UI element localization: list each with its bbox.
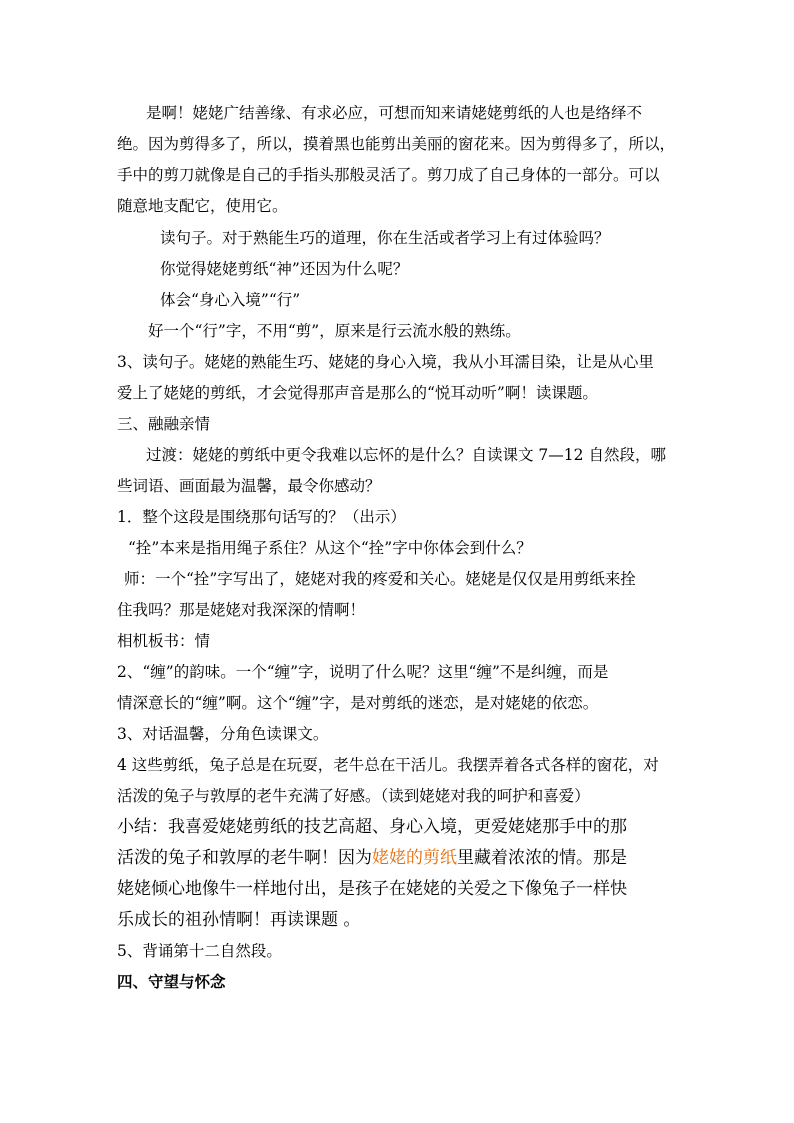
summary-line: 乐成长的祖孙情啊！再读课题 。 bbox=[117, 910, 361, 930]
step-line: 3、读句子。姥姥的熟能生巧、姥姥的身心入境，我从小耳濡目染，让是从心里 bbox=[117, 353, 654, 371]
question-line: 你觉得姥姥剪纸“神”还因为什么呢？ bbox=[160, 260, 409, 278]
board-note: 相机板书：情 bbox=[117, 632, 211, 650]
summary-text: 活泼的兔子和敦厚的老牛啊！因为 bbox=[117, 848, 372, 868]
paragraph-line: 好一个“行”字，不用“剪”，原来是行云流水般的熟练。 bbox=[148, 322, 521, 340]
summary-line: 小结：我喜爱姥姥剪纸的技艺高超、身心入境，更爱姥姥那手中的那 bbox=[117, 817, 627, 837]
paragraph-line: 些词语、画面最为温馨，最令你感动？ bbox=[117, 477, 381, 495]
summary-text: 里藏着浓浓的情。那是 bbox=[457, 848, 627, 868]
section-heading: 四、守望与怀念 bbox=[117, 972, 226, 991]
paragraph-line: 住我吗？那是姥姥对我深深的情啊！ bbox=[117, 601, 366, 619]
step-line: 5、背诵第十二自然段。 bbox=[117, 942, 282, 960]
paragraph-line: 随意地支配它，使用它。 bbox=[117, 197, 288, 215]
paragraph-line: “拴”本来是指用绳子系住？从这个“拴”字中你体会到什么？ bbox=[128, 539, 532, 557]
paragraph-line: 过渡：姥姥的剪纸中更令我难以忘怀的是什么？自读课文 7—12 自然段，哪 bbox=[146, 446, 666, 464]
step-line: 2、“缠”的韵味。一个“缠”字，说明了什么呢？这里“缠”不是纠缠，而是 bbox=[117, 663, 609, 681]
paragraph-line: 师：一个“拴”字写出了，姥姥对我的疼爱和关心。姥姥是仅仅是用剪纸来拴 bbox=[124, 570, 636, 588]
step-line: 3、对话温馨，分角色读课文。 bbox=[117, 725, 329, 743]
summary-line bbox=[117, 848, 627, 868]
paragraph-line: 手中的剪刀就像是自己的手指头那般灵活了。剪刀成了自己身体的一部分。可以 bbox=[117, 166, 660, 184]
highlighted-phrase: 姥姥的剪纸 bbox=[372, 848, 457, 868]
paragraph-line: 绝。因为剪得多了，所以，摸着黑也能剪出美丽的窗花来。因为剪得多了，所以， bbox=[117, 135, 676, 153]
step-line: 情深意长的“缠”啊。这个“缠”字，是对剪纸的迷恋，是对姥姥的依恋。 bbox=[117, 694, 599, 712]
step-line: 1．整个这段是围绕那句话写的？（出示） bbox=[117, 508, 406, 526]
section-heading: 三、融融亲情 bbox=[117, 415, 211, 433]
step-line: 爱上了姥姥的剪纸，才会觉得那声音是那么的“悦耳动听”啊！读课题。 bbox=[117, 384, 598, 402]
question-line: 读句子。对于熟能生巧的道理，你在生活或者学习上有过体验吗？ bbox=[160, 229, 610, 247]
step-line: 活泼的兔子与敦厚的老牛充满了好感。（读到姥姥对我的呵护和喜爱） bbox=[117, 787, 590, 805]
question-line: 体会“身心入境”“行” bbox=[160, 291, 301, 309]
paragraph-line: 是啊！姥姥广结善缘、有求必应，可想而知来请姥姥剪纸的人也是络绎不 bbox=[146, 104, 643, 122]
summary-line: 姥姥倾心地像牛一样地付出，是孩子在姥姥的关爱之下像兔子一样快 bbox=[117, 879, 627, 899]
step-line: 4 这些剪纸，兔子总是在玩耍，老牛总在干活儿。我摆弄着各式各样的窗花，对 bbox=[117, 756, 659, 774]
